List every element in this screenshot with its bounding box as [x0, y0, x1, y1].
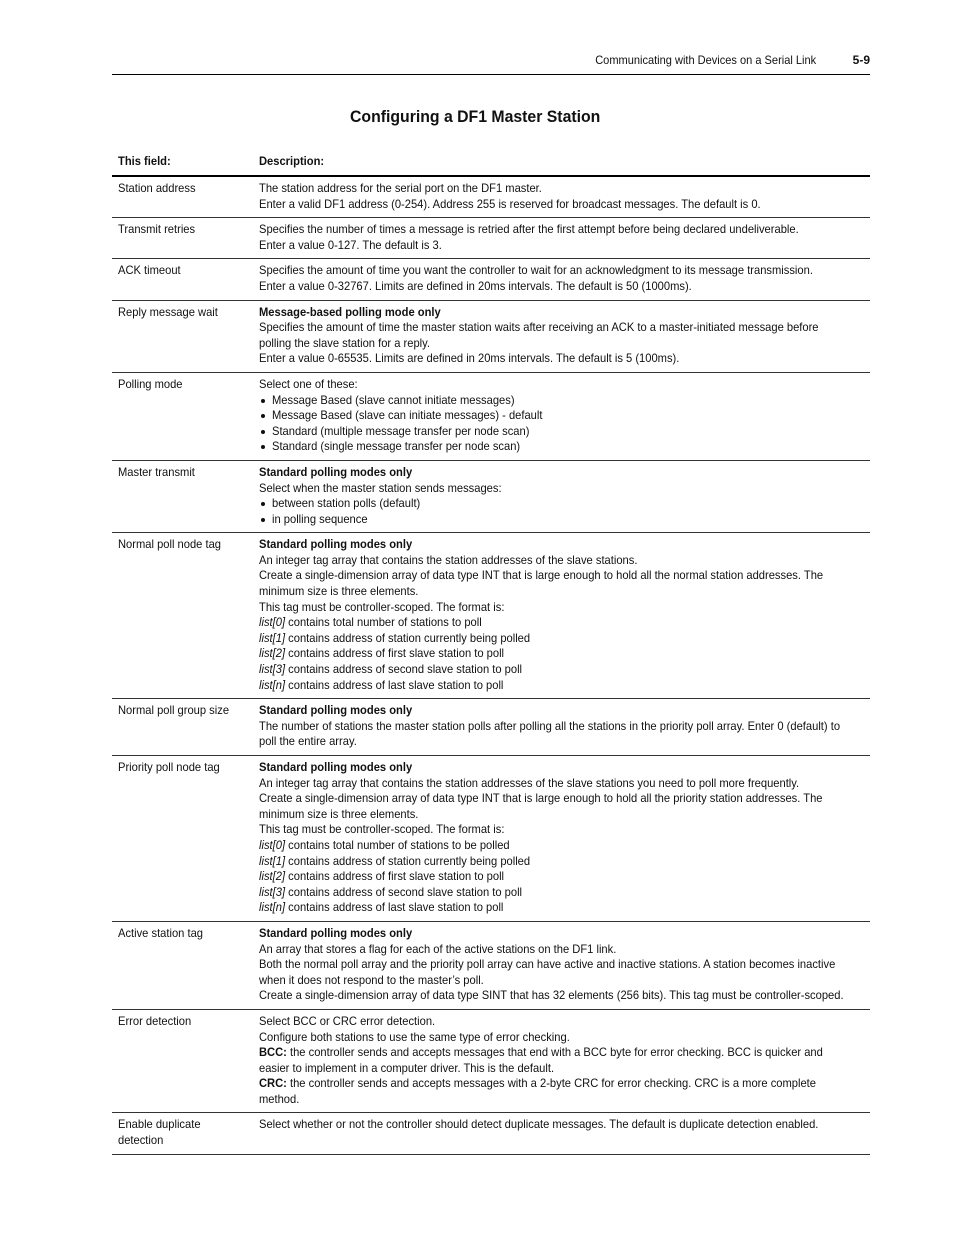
description-line: Create a single-dimension array of data type INT that is large enough to hold all the normal station addresses. The — [259, 568, 824, 583]
field-description — [259, 222, 870, 253]
description-line: Create a single-dimension array of data type SINT that has 32 elements (256 bits). This tag must be controller-scoped. — [259, 988, 844, 1003]
field-description — [259, 537, 872, 693]
description-line: list[3] contains address of second slave station to poll — [259, 884, 523, 899]
field-name: Normal poll node tag — [118, 537, 221, 552]
description-heading: Standard polling modes only — [259, 703, 413, 718]
field-description — [259, 1117, 870, 1148]
field-name: Active station tag — [118, 925, 203, 940]
description-line: This tag must be controller-scoped. The format is: — [259, 822, 505, 837]
table-row — [112, 922, 870, 1010]
description-line: Configure both stations to use the same type of error checking. — [259, 1029, 570, 1044]
field-name: Enable duplicate detection — [118, 1117, 201, 1148]
field-name: Priority poll node tag — [118, 760, 220, 774]
description-line: list[1] contains address of station currently being polled — [259, 630, 531, 645]
table-row — [112, 533, 870, 699]
field-description — [259, 377, 870, 455]
description-line: The number of stations the master station polls after polling all the stations in the priority poll array. Enter 0 (default) to — [259, 718, 841, 733]
table-row — [112, 373, 870, 461]
description-line: Enter a value 0-32767. Limits are defined in 20ms intervals. The default is 50 (1000ms). — [259, 278, 692, 293]
description-line: Specifies the amount of time you want the controller to wait for an acknowledgment to its message transmission. — [259, 263, 813, 278]
page-title: Configuring a DF1 Master Station — [350, 107, 601, 126]
table-row — [112, 259, 870, 300]
description-line: list[0] contains total number of stations to poll — [259, 615, 482, 630]
field-description — [259, 465, 870, 527]
description-line: Select when the master station sends messages: — [259, 480, 502, 495]
bullet-item: Standard (multiple message transfer per node scan) — [259, 424, 864, 440]
description-line: list[2] contains address of first slave station to poll — [259, 646, 505, 661]
description-line: list[1] contains address of station currently being polled — [259, 853, 531, 868]
bullet-item: Message Based (slave cannot initiate messages) — [259, 393, 864, 409]
description-line: list[0] contains total number of stations to be polled — [259, 837, 510, 852]
field-description-table — [112, 154, 870, 1155]
description-line: list[3] contains address of second slave station to poll — [259, 662, 523, 677]
description-line: easier to implement in a computer driver. This is the default. — [259, 1060, 555, 1075]
description-line: An integer tag array that contains the station addresses of the slave stations. — [259, 552, 638, 567]
table-header — [112, 154, 870, 177]
field-name: Polling mode — [118, 376, 183, 391]
table-row — [112, 218, 870, 259]
description-line: when it does not respond to the master’s poll. — [259, 972, 484, 987]
description-line: Specifies the amount of time the master station waits after receiving an ACK to a master-initiated message before — [259, 320, 819, 335]
header-title: Communicating with Devices on a Serial Link — [595, 53, 816, 67]
bullet-item: Message Based (slave can initiate messages) - default — [259, 408, 864, 424]
description-line: Both the normal poll array and the priority poll array can have active and inactive stations. A station becomes inactive — [259, 957, 836, 972]
description-line: Select one of these: — [259, 376, 358, 391]
field-name: Error detection — [118, 1013, 192, 1028]
field-name: Transmit retries — [118, 222, 196, 237]
description-line: list[n] contains address of last slave station to poll — [259, 677, 504, 692]
field-name: ACK timeout — [118, 263, 181, 278]
field-description — [259, 1014, 871, 1108]
field-description — [259, 181, 870, 212]
field-name: Normal poll group size — [118, 703, 230, 718]
description-line: Select whether or not the controller should detect duplicate messages. The default is duplicate detection enabled. — [259, 1117, 819, 1132]
field-name: Master transmit — [118, 464, 195, 479]
description-line: The station address for the serial port on the DF1 master. — [259, 181, 542, 195]
page-number: 5-9 — [852, 53, 870, 67]
column-header-field: This field: — [118, 154, 171, 168]
description-heading: Standard polling modes only — [259, 925, 413, 940]
table-row — [112, 756, 870, 922]
description-line: Create a single-dimension array of data type INT that is large enough to hold all the priority station addresses. The — [259, 791, 823, 806]
field-description — [259, 703, 890, 750]
description-line: polling the slave station for a reply. — [259, 335, 431, 350]
field-description — [259, 926, 894, 1004]
page-header — [112, 52, 870, 75]
description-line: Enter a value 0-65535. Limits are defined in 20ms intervals. The default is 5 (100ms). — [259, 351, 680, 366]
description-line: Specifies the number of times a message is retried after the first attempt before being declared undeliverable. — [259, 222, 799, 237]
description-line: An integer tag array that contains the station addresses of the slave stations you need to poll more frequently. — [259, 775, 800, 790]
description-heading: Standard polling modes only — [259, 537, 413, 552]
description-line: minimum size is three elements. — [259, 584, 419, 599]
table-row — [112, 301, 870, 373]
table-row — [112, 1113, 870, 1154]
description-line: method. — [259, 1091, 300, 1106]
table-row — [112, 461, 870, 533]
description-line: list[n] contains address of last slave station to poll — [259, 900, 504, 915]
bullet-item: between station polls (default) — [259, 496, 864, 512]
description-line: minimum size is three elements. — [259, 806, 419, 821]
description-line: Enter a value 0-127. The default is 3. — [259, 237, 442, 252]
description-line: Enter a valid DF1 address (0-254). Address 255 is reserved for broadcast messages. The default is 0. — [259, 196, 761, 211]
description-line: An array that stores a flag for each of the active stations on the DF1 link. — [259, 941, 617, 956]
table-row — [112, 699, 870, 756]
description-line: This tag must be controller-scoped. The format is: — [259, 599, 505, 614]
description-line: poll the entire array. — [259, 734, 357, 749]
field-description — [259, 263, 870, 294]
table-row — [112, 1010, 870, 1114]
bullet-item: Standard (single message transfer per node scan) — [259, 439, 864, 455]
description-heading: Standard polling modes only — [259, 760, 413, 774]
description-line: Select BCC or CRC error detection. — [259, 1013, 436, 1028]
bullet-item: in polling sequence — [259, 512, 864, 528]
description-line: BCC: the controller sends and accepts messages that end with a BCC byte for error checking. BCC is quicker and — [259, 1045, 823, 1060]
description-line: CRC: the controller sends and accepts messages with a 2-byte CRC for error checking. CRC is a more complete — [259, 1076, 816, 1091]
field-name: Station address — [118, 181, 196, 195]
description-heading: Message-based polling mode only — [259, 304, 441, 319]
description-heading: Standard polling modes only — [259, 464, 413, 479]
field-name: Reply message wait — [118, 304, 218, 319]
field-description — [259, 760, 871, 916]
table-row — [112, 177, 870, 218]
field-description — [259, 305, 870, 367]
description-line: list[2] contains address of first slave station to poll — [259, 869, 505, 884]
column-header-description: Description: — [259, 154, 325, 168]
